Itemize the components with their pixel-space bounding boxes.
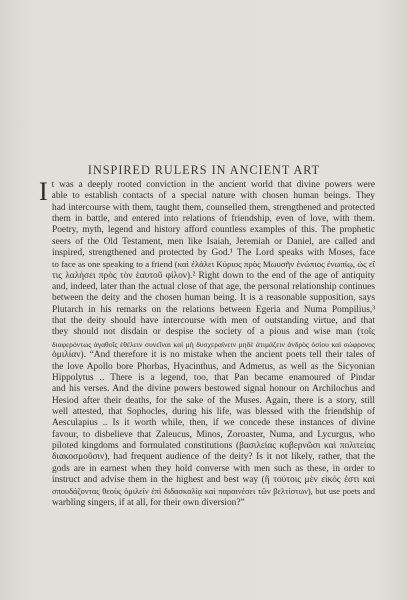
text-line: the love Apollo bore Phorbas, Hyacinthus, and Admetus, as well as the Sicyonian: [52, 361, 375, 372]
text-line: gods are in earnest when they hold converse with men such as these, in order to: [52, 463, 375, 474]
text-line: t was a deeply rooted conviction in the ancient world that divine powers were: [51, 180, 375, 190]
text-line: Aesculapius .. Is it worth while, then, if we concede these instances of divine: [52, 418, 375, 429]
drop-cap: I: [39, 177, 48, 206]
text-line: σπουδάζοντας θεοὺς ὁμιλεῖν ἐπὶ διδασκαλίᾳ καὶ παραινέσει τῶν βελτίστων), but use poets and: [52, 487, 375, 497]
text-line: favour, to disbelieve that Zaleucus, Minos, Zoroaster, Numa, and Lycurgus, who: [52, 429, 375, 440]
text-line: that the deity should have intercourse with men of outstanding virtue, and that: [52, 316, 375, 327]
text-line: τις λαλήσει πρὸς τὸν ἑαυτοῦ φίλον).² Right down to the end of the age of antiquity: [52, 270, 375, 281]
text-line: had intercourse with them, taught them, counselled them, strengthened and protected: [52, 202, 375, 213]
text-line: to face as one speaking to a friend (καὶ ἐλάλει Κύριος πρὸς Μωυσῆν ἐνώπιος ἐνωπίῳ, ὡς εἴ: [52, 259, 375, 270]
text-line: warbling singers, if at all, for their own diversion?”: [52, 497, 245, 508]
text-line: Hippolytus .. There is a legend, too, that Pan became enamoured of Pindar: [52, 372, 375, 383]
text-line: instruct and advise them in the highest and best way (ἢ τούτοις μὲν εἰκός ἐστι καὶ: [52, 474, 375, 485]
text-line: and, indeed, later than the actual close of that age, the personal relationship continues: [52, 282, 375, 293]
text-line: Plutarch in his remarks on the relations between Egeria and Numa Pompilius,³: [52, 304, 375, 315]
text-line: διαφερόντως ἀγαθοῖς ἐθέλειν συνεῖναι καὶ μὴ δυσχεραίνειν μηδὲ ἀτιμάζειν ἀνδρὸς ὁσίου καὶ σώφρονος: [52, 339, 375, 349]
text-line: they should not disdain or despise the society of a pious and wise man (τοῖς: [52, 327, 375, 338]
chapter-title: INSPIRED RULERS IN ANCIENT ART: [87, 163, 321, 177]
text-line: διακοσμοῦσιν), had frequent audience of the deity? Is it not likely, rather, that the: [52, 452, 375, 463]
text-line: piloted kingdoms and formulated constitutions (βασιλείας κυβερνῶσι καὶ πολιτείας: [52, 440, 375, 451]
text-line: Hesiod after their deaths, for the sake of the Muses. Again, there is a story, still: [52, 395, 375, 406]
text-line: able to establish contacts of a special nature with chosen human beings. They: [51, 191, 375, 202]
text-line: and his verses. And the divine powers bestowed signal honour on Archilochus and: [52, 384, 375, 395]
text-line: seers of the Old Testament, men like Isaiah, Jeremiah or Daniel, are called and: [52, 236, 375, 247]
text-line: well attested, that Sophocles, during his life, was blessed with the friendship of: [52, 406, 375, 417]
text-line: Poetry, myth, legend and history afford countless examples of this. The prophetic: [52, 225, 375, 236]
text-line: between the deity and the chosen human being. It is a reasonable supposition, says: [52, 293, 375, 304]
text-line: inspired, strengthened and protected by God.¹ The Lord speaks with Moses, face: [52, 248, 375, 259]
text-line: them in battle, and entered into relations of friendship, even of love, with them.: [52, 214, 375, 225]
text-line: ὁμιλίαν). “And therefore it is no mistake when the ancient poets tell their tales of: [52, 350, 375, 361]
body-text: [39, 177, 375, 509]
